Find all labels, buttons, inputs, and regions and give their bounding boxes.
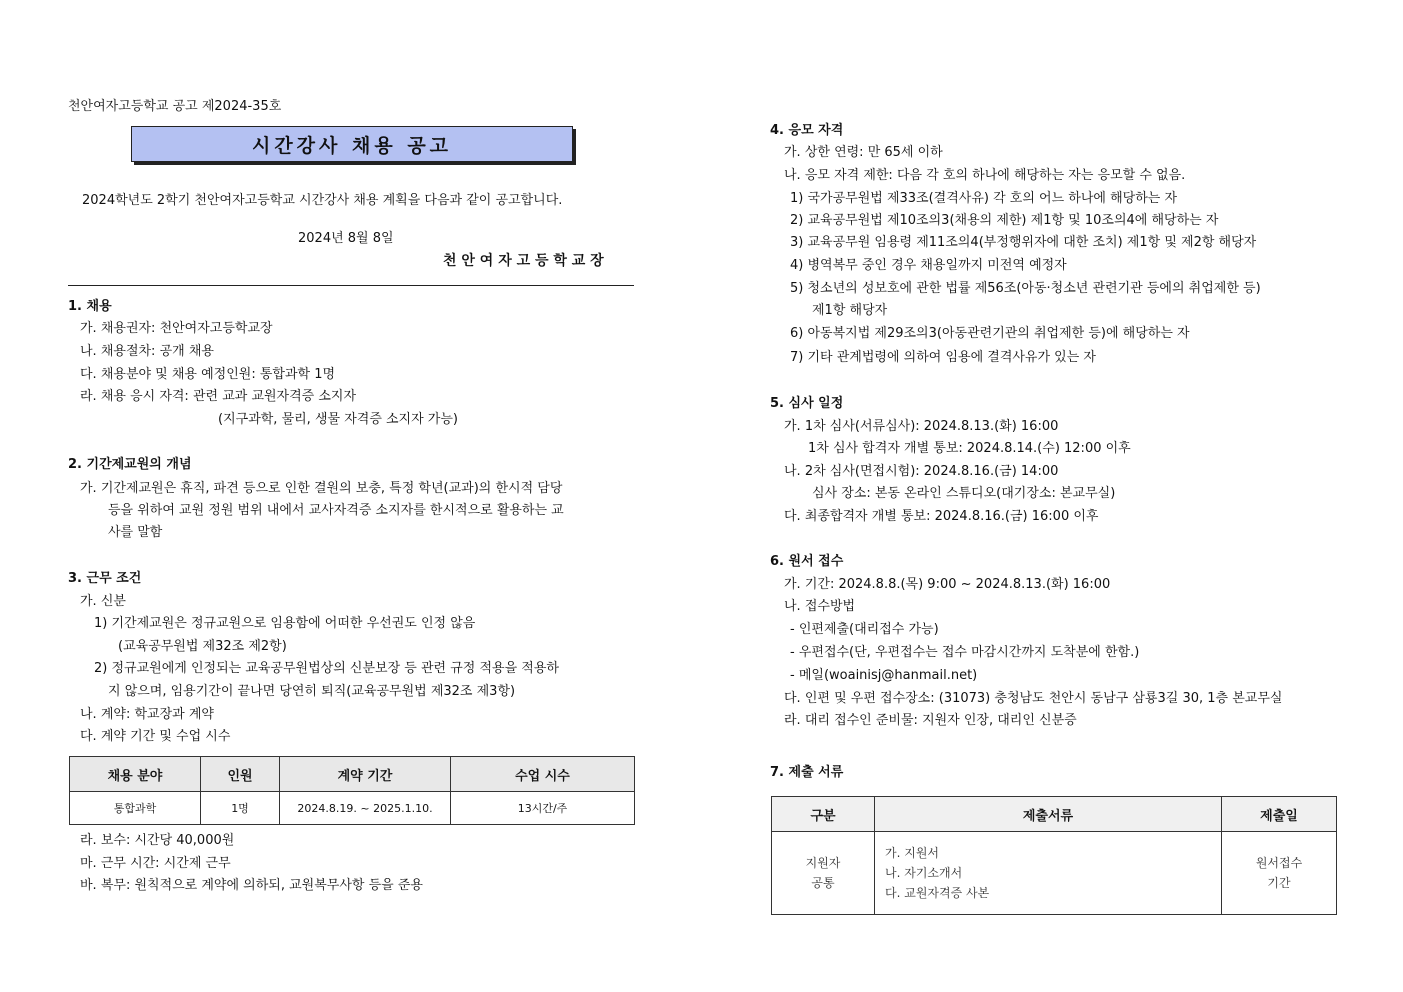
section-1-heading: 1. 채용 — [68, 299, 112, 314]
s4-line: 6) 아동복지법 제29조의3(아동관련기관의 취업제한 등)에 해당하는 자 — [790, 326, 1190, 341]
table-cell: 통합과학 — [70, 792, 201, 825]
s4-line: 나. 응모 자격 제한: 다음 각 호의 하나에 해당하는 자는 응모할 수 없음. — [784, 168, 1186, 183]
right-column — [700, 0, 1403, 992]
table-header: 제출일 — [1222, 797, 1337, 832]
section-6-heading: 6. 원서 접수 — [770, 554, 844, 569]
section-5-heading: 5. 심사 일정 — [770, 396, 844, 411]
table-cell-documents — [875, 832, 1222, 915]
table-cell: 2024.8.19. ~ 2025.1.10. — [280, 792, 451, 825]
table-cell-category — [772, 832, 875, 915]
s4-line: 가. 상한 연령: 만 65세 이하 — [784, 145, 943, 160]
s3-line: 지 않으며, 임용기간이 끝나면 당연히 퇴직(교육공무원법 제32조 제3항) — [108, 684, 516, 699]
table-header: 구분 — [772, 797, 875, 832]
s3-after: 라. 보수: 시간당 40,000원 — [80, 833, 235, 848]
s2-line: 등을 위하여 교원 정원 범위 내에서 교사자격증 소지자를 한시적으로 활용하는 교 — [108, 503, 564, 518]
s6-line: 다. 인편 및 우편 접수장소: (31073) 충청남도 천안시 동남구 삼룡3길 30, 1층 본교무실 — [784, 691, 1283, 706]
page-title: 시간강사 채용 공고 — [251, 134, 453, 157]
s6-line: - 우편접수(단, 우편접수는 접수 마감시간까지 도착분에 한함.) — [790, 645, 1140, 660]
s6-line: 가. 기간: 2024.8.8.(목) 9:00 ~ 2024.8.13.(화) 16:00 — [784, 577, 1111, 592]
table-header: 채용 분야 — [70, 757, 201, 792]
table-header: 인원 — [201, 757, 280, 792]
table-header-row — [70, 757, 635, 792]
s4-line: 7) 기타 관계법령에 의하여 임용에 결격사유가 있는 자 — [790, 350, 1096, 365]
table-cell: 13시간/주 — [451, 792, 635, 825]
s5-line: 1차 심사 합격자 개별 통보: 2024.8.14.(수) 12:00 이후 — [808, 441, 1131, 456]
contract-table — [69, 756, 635, 825]
s4-line: 3) 교육공무원 임용령 제11조의4(부정행위자에 대한 조치) 제1항 및 제2항 해당자 — [790, 235, 1257, 250]
s3-line: (교육공무원법 제32조 제2항) — [118, 639, 287, 654]
section-3-heading: 3. 근무 조건 — [68, 571, 142, 586]
s3-after: 바. 복무: 원칙적으로 계약에 의하되, 교원복무사항 등을 준용 — [80, 878, 423, 893]
s1-item: 다. 채용분야 및 채용 예정인원: 통합과학 1명 — [80, 367, 336, 382]
s3-line: 나. 계약: 학교장과 계약 — [80, 707, 214, 722]
notice-number: 천안여자고등학교 공고 제2024-35호 — [68, 99, 282, 114]
s1-item: 가. 채용권자: 천안여자고등학교장 — [80, 321, 273, 336]
s5-line: 심사 장소: 본동 온라인 스튜디오(대기장소: 본교무실) — [812, 486, 1116, 501]
category-line: 지원자 — [805, 856, 841, 870]
section-2-heading: 2. 기간제교원의 개념 — [68, 457, 192, 472]
s4-line: 1) 국가공무원법 제33조(결격사유) 각 호의 어느 하나에 해당하는 자 — [790, 191, 1178, 206]
table-cell-due — [1222, 832, 1337, 915]
table-header: 계약 기간 — [280, 757, 451, 792]
s6-line: 나. 접수방법 — [784, 599, 856, 614]
document-item: 나. 자기소개서 — [885, 866, 963, 880]
s2-line: 사를 말함 — [108, 525, 163, 540]
s4-line: 제1항 해당자 — [812, 303, 888, 318]
table-cell: 1명 — [201, 792, 280, 825]
section-7-heading: 7. 제출 서류 — [770, 765, 844, 780]
principal-name: 천 안 여 자 고 등 학 교 장 — [443, 253, 604, 269]
intro-text: 2024학년도 2학기 천안여자고등학교 시간강사 채용 계획을 다음과 같이 공고합니다. — [82, 193, 563, 208]
s3-line: 가. 신분 — [80, 594, 126, 609]
s4-line: 2) 교육공무원법 제10조의3(채용의 제한) 제1항 및 10조의4에 해당하는 자 — [790, 213, 1219, 228]
s4-line: 4) 병역복무 중인 경우 채용일까지 미전역 예정자 — [790, 258, 1067, 273]
s1-item: 라. 채용 응시 자격: 관련 교과 교원자격증 소지자 — [80, 389, 357, 404]
table-header: 수업 시수 — [451, 757, 635, 792]
documents-table — [771, 796, 1337, 915]
table-row — [70, 792, 635, 825]
notice-date: 2024년 8월 8일 — [298, 231, 394, 246]
section-4-heading: 4. 응모 자격 — [770, 123, 844, 138]
s6-line: - 메일(woainisj@hanmail.net) — [790, 668, 978, 683]
left-column — [0, 0, 700, 992]
s3-after: 마. 근무 시간: 시간제 근무 — [80, 856, 231, 871]
s2-line: 가. 기간제교원은 휴직, 파견 등으로 인한 결원의 보충, 특정 학년(교과)의 한시적 담당 — [80, 481, 563, 496]
s5-line: 다. 최종합격자 개별 통보: 2024.8.16.(금) 16:00 이후 — [784, 509, 1099, 524]
table-header-row — [772, 797, 1337, 832]
s5-line: 나. 2차 심사(면접시험): 2024.8.16.(금) 14:00 — [784, 464, 1059, 479]
due-line: 원서접수 — [1255, 856, 1303, 870]
title-box — [131, 126, 573, 162]
s1-note: (지구과학, 물리, 생물 자격증 소지자 가능) — [218, 412, 458, 427]
s3-line: 2) 정규교원에게 인정되는 교육공무원법상의 신분보장 등 관련 규정 적용을 적용하 — [94, 661, 559, 676]
document-item: 가. 지원서 — [885, 846, 939, 860]
s6-line: - 인편제출(대리접수 가능) — [790, 622, 939, 637]
s3-line: 1) 기간제교원은 정규교원으로 임용함에 어떠한 우선권도 인정 않음 — [94, 616, 476, 631]
table-row — [772, 832, 1337, 915]
divider — [68, 285, 634, 286]
document-item: 다. 교원자격증 사본 — [885, 886, 990, 900]
s5-line: 가. 1차 심사(서류심사): 2024.8.13.(화) 16:00 — [784, 419, 1059, 434]
s1-item: 나. 채용절차: 공개 채용 — [80, 344, 214, 359]
table-header: 제출서류 — [875, 797, 1222, 832]
s3-line: 다. 계약 기간 및 수업 시수 — [80, 729, 231, 744]
due-line: 기간 — [1267, 876, 1291, 890]
category-line: 공통 — [811, 876, 835, 890]
s6-line: 라. 대리 접수인 준비물: 지원자 인장, 대리인 신분증 — [784, 713, 1077, 728]
s4-line: 5) 청소년의 성보호에 관한 법률 제56조(아동·청소년 관련기관 등에의 취업제한 등) — [790, 281, 1261, 296]
